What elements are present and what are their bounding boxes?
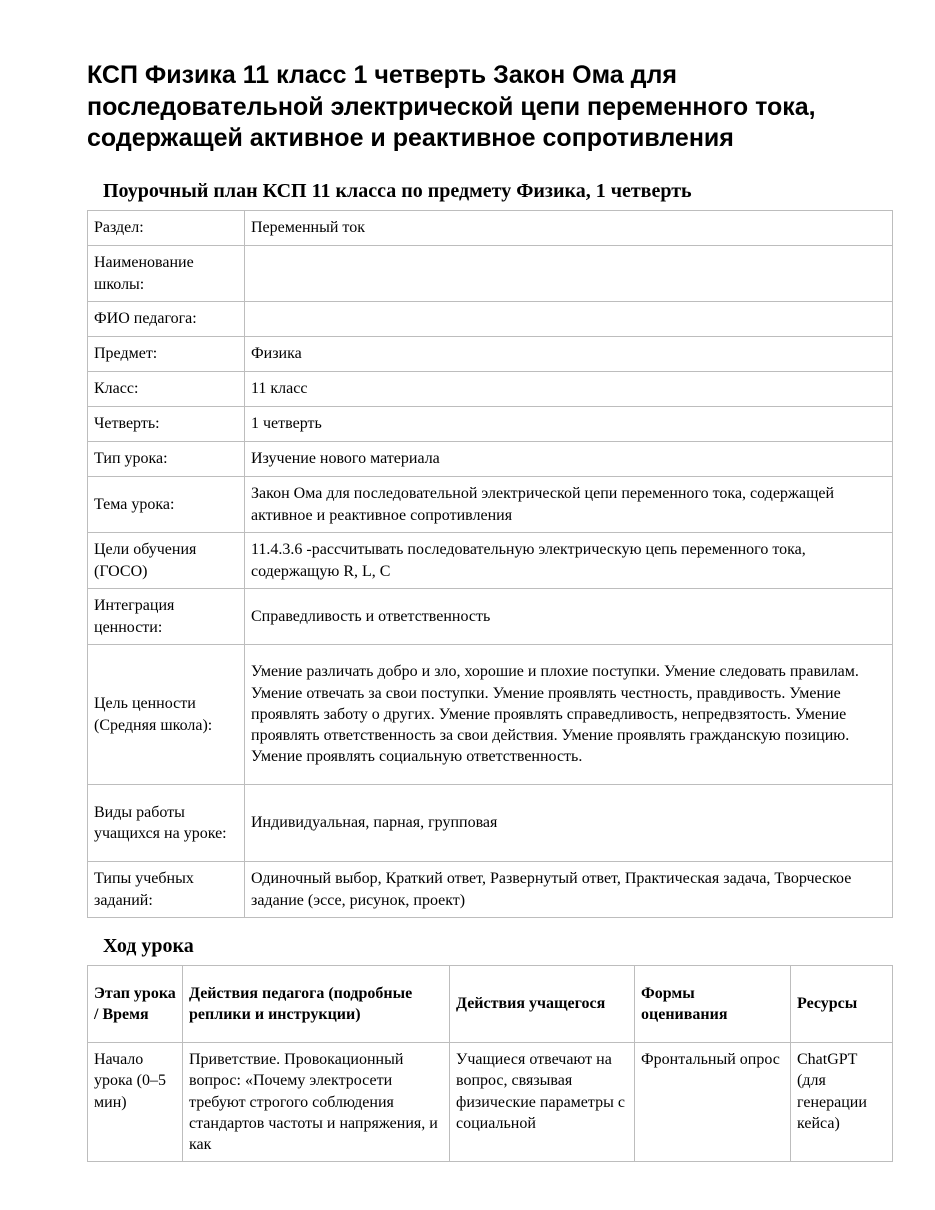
row-value [245, 302, 893, 337]
row-label: Цели обучения (ГОСО) [88, 533, 245, 589]
table-row [88, 337, 893, 372]
row-value: Изучение нового материала [245, 442, 893, 477]
table-row [88, 645, 893, 785]
row-value: Индивидуальная, парная, групповая [245, 785, 893, 862]
row-label: Раздел: [88, 211, 245, 246]
table-cell: Фронтальный опрос [635, 1043, 791, 1162]
lesson-info-table [87, 210, 893, 918]
table-row [88, 589, 893, 645]
table-row [88, 407, 893, 442]
row-label: Цель ценности (Средняя школа): [88, 645, 245, 785]
table-cell: Приветствие. Провокационный вопрос: «Почему электросети требуют строгого соблюдения стандартов частоты и напряжения, и как [183, 1043, 450, 1162]
table-cell: Учащиеся отвечают на вопрос, связывая физические параметры с социальной [450, 1043, 635, 1162]
row-label: Виды работы учащихся на уроке: [88, 785, 245, 862]
lesson-flow-table [87, 965, 893, 1162]
row-label: Тема урока: [88, 477, 245, 533]
row-value: Закон Ома для последовательной электрической цепи переменного тока, содержащей активное и реактивное сопротивления [245, 477, 893, 533]
table-cell: Начало урока (0–5 мин) [88, 1043, 183, 1162]
row-label: Класс: [88, 372, 245, 407]
table-header-row [88, 966, 893, 1043]
lesson-heading: Ход урока [103, 935, 194, 957]
row-label: Предмет: [88, 337, 245, 372]
table-row [88, 862, 893, 918]
column-header: Формы оценивания [635, 966, 791, 1043]
table-row [88, 246, 893, 302]
row-label: Четверть: [88, 407, 245, 442]
table-row [88, 785, 893, 862]
row-value: 11 класс [245, 372, 893, 407]
column-header: Действия учащегося [450, 966, 635, 1043]
table-row [88, 442, 893, 477]
row-value: 1 четверть [245, 407, 893, 442]
row-label: Тип урока: [88, 442, 245, 477]
row-value [245, 246, 893, 302]
document-title: КСП Физика 11 класс 1 четверть Закон Ома для последовательной электрической цепи переменного тока, содержащей активное и реактивное сопротивления [87, 61, 816, 152]
row-value: Справедливость и ответственность [245, 589, 893, 645]
table-row [88, 533, 893, 589]
column-header: Ресурсы [791, 966, 893, 1043]
table-row [88, 1043, 893, 1162]
table-row [88, 211, 893, 246]
row-label: Типы учебных заданий: [88, 862, 245, 918]
column-header: Этап урока / Время [88, 966, 183, 1043]
row-label: ФИО педагога: [88, 302, 245, 337]
row-label: Интеграция ценности: [88, 589, 245, 645]
row-value: Физика [245, 337, 893, 372]
row-value: 11.4.3.6 -рассчитывать последовательную электрическую цепь переменного тока, содержащую R, L, C [245, 533, 893, 589]
table-row [88, 477, 893, 533]
row-value: Переменный ток [245, 211, 893, 246]
column-header: Действия педагога (подробные реплики и инструкции) [183, 966, 450, 1043]
row-label: Наименование школы: [88, 246, 245, 302]
table-row [88, 372, 893, 407]
plan-heading: Поурочный план КСП 11 класса по предмету Физика, 1 четверть [103, 180, 692, 202]
row-value: Одиночный выбор, Краткий ответ, Развернутый ответ, Практическая задача, Творческое задание (эссе, рисунок, проект) [245, 862, 893, 918]
table-cell: ChatGPT (для генерации кейса) [791, 1043, 893, 1162]
row-value: Умение различать добро и зло, хорошие и плохие поступки. Умение следовать правилам. Умение отвечать за свои поступки. Умение проявлять честность, правдивость. Умение проявлять заботу о других. Умение проявлять справедливость, непредвзятость. Умение проявлять ответственность за свои действия. Умение проявлять гражданскую позицию. Умение проявлять социальную ответственность. [245, 645, 893, 785]
table-row [88, 302, 893, 337]
